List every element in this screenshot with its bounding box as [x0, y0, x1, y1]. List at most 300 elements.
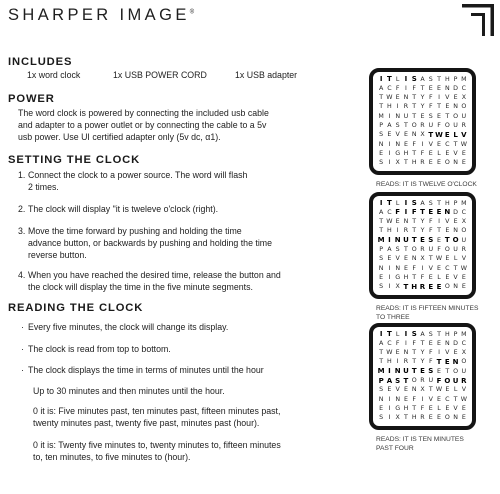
grid-letter: D [453, 208, 459, 216]
clock-caption-1 [376, 180, 496, 189]
grid-letter: A [420, 330, 425, 338]
grid-letter: X [420, 255, 425, 263]
grid-letter: T [444, 236, 450, 245]
step-2-number: 2. [18, 204, 26, 214]
grid-letter: F [420, 404, 425, 412]
grid-letter: E [428, 273, 433, 281]
grid-letter: G [395, 149, 401, 157]
grid-letter: F [428, 103, 433, 111]
grid-letter: N [453, 283, 458, 291]
grid-letter: O [411, 122, 417, 129]
grid-letter: W [460, 395, 467, 403]
grid-letter: T [403, 282, 409, 291]
grid-letter: I [379, 330, 383, 339]
grid-letter: I [396, 227, 399, 235]
grid-letter: T [420, 208, 425, 217]
grid-letter: U [428, 246, 434, 253]
grid-letter: A [387, 122, 392, 129]
step-4-line-1: When you have reached the desired time, release the button and [28, 270, 281, 280]
grid-letter: T [437, 227, 441, 235]
grid-letter: H [387, 227, 392, 235]
grid-letter: O [452, 236, 459, 245]
include-item-3: 1x USB adapter [235, 70, 298, 80]
grid-letter: R [461, 376, 467, 385]
grid-letter: H [411, 414, 417, 422]
clock-caption-2 [376, 304, 496, 322]
grid-letter: A [378, 208, 384, 216]
grid-letter: E [428, 159, 433, 167]
setting-heading: SETTING THE CLOCK [8, 154, 141, 166]
grid-letter: I [388, 395, 391, 403]
grid-letter: T [404, 414, 408, 422]
grid-letter: W [386, 349, 393, 357]
grid-letter: V [445, 349, 450, 357]
grid-letter: T [420, 339, 425, 347]
grid-letter: L [453, 130, 458, 139]
grid-letter: V [395, 386, 400, 394]
grid-letter: T [412, 94, 417, 102]
reading-bullet-2: The clock is read from top to bottom. [28, 344, 171, 354]
grid-letter: E [445, 103, 450, 111]
grid-letter: S [379, 386, 384, 394]
grid-letter: S [411, 330, 417, 339]
grid-letter: I [388, 159, 391, 167]
grid-letter: E [387, 131, 392, 139]
power-line-2: and adapter to a power outlet or by connecting the cable to a 5v [18, 120, 267, 130]
grid-letter: P [453, 199, 458, 207]
grid-letter: T [379, 349, 384, 357]
grid-letter: T [379, 94, 384, 102]
grid-letter: S [428, 199, 433, 207]
step-3-line-1: Move the time forward by pushing and holding the time [28, 226, 242, 236]
grid-letter: E [420, 236, 425, 245]
grid-letter: N [411, 255, 417, 263]
grid-letter: L [395, 75, 400, 83]
grid-letter: T [445, 112, 450, 120]
bullet-dot: · [21, 365, 24, 375]
clock-example-1 [369, 68, 476, 175]
grid-letter: D [453, 339, 459, 347]
grid-letter: V [461, 255, 466, 263]
grid-letter: G [395, 404, 401, 412]
step-2-line-1: The clock will display "it is tweleve o'clock (right). [28, 204, 219, 214]
grid-letter: E [461, 273, 466, 281]
grid-letter: E [453, 349, 458, 357]
grid-letter: T [445, 367, 450, 375]
grid-letter: I [438, 349, 440, 357]
grid-letter: T [412, 218, 417, 226]
registered-mark: ® [189, 9, 195, 16]
grid-letter: A [420, 75, 425, 83]
grid-letter: H [387, 358, 392, 366]
grid-letter: N [444, 208, 451, 217]
grid-letter: A [378, 84, 384, 92]
reading-heading: READING THE CLOCK [8, 302, 144, 314]
grid-letter: C [461, 339, 467, 347]
grid-letter: T [403, 376, 409, 385]
grid-letter: V [445, 94, 450, 102]
grid-letter: F [395, 84, 400, 92]
grid-letter: U [453, 122, 458, 129]
grid-letter: G [395, 273, 401, 281]
grid-letter: C [387, 339, 392, 347]
grid-letter: E [379, 149, 384, 157]
grid-letter: I [421, 264, 424, 272]
grid-letter: T [412, 404, 417, 412]
grid-letter: H [444, 75, 450, 83]
grid-letter: N [411, 386, 417, 394]
grid-letter: N [378, 395, 384, 403]
grid-letter: T [453, 395, 458, 403]
grid-letter: N [453, 414, 458, 422]
grid-letter: F [428, 358, 433, 366]
power-line-3: usb power. Use UI certified adapter only (5v dc, α1). [18, 132, 221, 142]
grid-letter: O [444, 414, 450, 422]
grid-letter: E [437, 236, 442, 244]
grid-letter: E [387, 386, 392, 394]
grid-letter: I [405, 339, 407, 347]
grid-letter: E [437, 414, 442, 422]
grid-letter: R [403, 358, 409, 366]
grid-letter: V [428, 264, 433, 272]
grid-letter: E [428, 208, 434, 217]
grid-letter: O [461, 358, 467, 366]
grid-letter: M [378, 112, 384, 120]
grid-letter: I [388, 264, 391, 272]
grid-letter: O [444, 376, 451, 385]
grid-letter: M [377, 236, 385, 245]
grid-letter: M [461, 75, 467, 83]
grid-letter: E [379, 273, 384, 281]
grid-letter: T [453, 264, 458, 272]
reading-past-line-2: twenty minutes past, twenty five past, minutes past (hour). [33, 418, 260, 428]
grid-letter: T [412, 227, 417, 235]
grid-letter: P [453, 75, 458, 83]
grid-letter: N [453, 159, 458, 167]
grid-letter: I [404, 75, 408, 84]
grid-letter: X [420, 386, 425, 394]
grid-letter: N [452, 358, 459, 367]
grid-letter: E [428, 339, 433, 347]
bullet-dot: · [21, 344, 24, 354]
grid-letter: V [428, 140, 433, 148]
grid-letter: I [388, 273, 391, 281]
grid-letter: F [412, 140, 417, 148]
grid-letter: T [437, 330, 441, 338]
grid-letter: I [388, 236, 391, 245]
grid-letter: I [388, 283, 391, 291]
grid-letter: F [395, 208, 401, 217]
grid-letter: E [403, 386, 408, 394]
grid-letter: R [403, 103, 409, 111]
grid-letter: A [386, 376, 393, 385]
grid-letter: F [437, 122, 441, 129]
grid-letter: T [412, 358, 417, 366]
grid-letter: I [388, 404, 391, 412]
grid-letter: L [453, 255, 458, 263]
grid-letter: M [461, 330, 467, 338]
grid-letter: S [379, 159, 384, 167]
grid-letter: O [411, 246, 417, 253]
grid-letter: T [428, 130, 434, 139]
grid-letter: O [444, 246, 450, 253]
grid-letter: O [444, 283, 450, 291]
grid-letter: S [428, 367, 434, 376]
grid-letter: E [437, 140, 442, 148]
include-item-2: 1x USB POWER CORD [113, 70, 207, 80]
grid-letter: I [421, 395, 424, 403]
reading-to-line-1: 0 it is: Twenty five minutes to, twenty minutes to, fifteen minutes [33, 440, 281, 450]
grid-letter: S [395, 122, 400, 129]
grid-letter: E [428, 84, 433, 92]
grid-letter: E [445, 149, 450, 157]
reading-bullet-1: Every five minutes, the clock will change its display. [28, 322, 229, 332]
grid-letter: T [437, 75, 441, 83]
grid-letter: A [378, 339, 384, 347]
grid-letter: N [378, 264, 384, 272]
grid-letter: U [461, 367, 467, 375]
grid-letter: N [394, 367, 401, 376]
grid-letter: T [412, 273, 417, 281]
grid-letter: R [420, 377, 425, 384]
grid-letter: T [379, 358, 384, 366]
grid-letter: F [412, 395, 417, 403]
grid-letter: H [444, 330, 450, 338]
grid-letter: O [453, 367, 459, 375]
grid-letter: E [461, 149, 466, 157]
grid-letter: T [379, 218, 384, 226]
bullet-dot: · [21, 322, 24, 332]
grid-letter: R [420, 159, 425, 167]
grid-letter: N [444, 84, 450, 92]
grid-letter: E [437, 112, 442, 120]
grid-letter: C [387, 84, 392, 92]
grid-letter: T [412, 149, 417, 157]
grid-letter: C [461, 208, 467, 216]
grid-letter: F [411, 208, 417, 217]
grid-letter: S [428, 112, 433, 120]
grid-letter: L [453, 386, 458, 394]
grid-letter: W [460, 264, 467, 272]
grid-letter: N [444, 339, 450, 347]
grid-letter: R [461, 246, 467, 253]
grid-letter: E [445, 227, 450, 235]
grid-letter: U [461, 236, 467, 244]
grid-letter: E [428, 282, 434, 291]
grid-letter: C [445, 264, 450, 272]
grid-letter: V [428, 395, 433, 403]
grid-letter: C [387, 208, 392, 216]
grid-letter: D [453, 84, 459, 92]
grid-letter: E [387, 255, 392, 263]
grid-letter: X [461, 94, 467, 102]
grid-letter: E [428, 414, 433, 422]
grid-letter: N [403, 218, 409, 226]
grid-letter: M [461, 199, 467, 207]
grid-letter: U [452, 376, 459, 385]
grid-letter: E [461, 159, 466, 167]
grid-letter: Y [420, 227, 425, 235]
grid-letter: S [379, 131, 384, 139]
grid-letter: S [379, 414, 384, 422]
grid-letter: F [436, 376, 442, 385]
letter-grid [377, 75, 468, 168]
caption-line: READS: IT IS TEN MINUTES [376, 436, 464, 443]
grid-letter: F [395, 339, 400, 347]
grid-letter: T [412, 103, 417, 111]
grid-letter: F [412, 339, 417, 347]
grid-letter: E [437, 159, 442, 167]
grid-letter: H [403, 404, 409, 412]
step-1-line-1: Connect the clock to a power source. The word will flash [28, 170, 248, 180]
clock-caption-3 [376, 435, 496, 453]
grid-letter: R [419, 282, 426, 291]
grid-letter: F [412, 84, 417, 92]
grid-letter: H [403, 149, 409, 157]
grid-letter: S [379, 255, 384, 263]
grid-letter: I [396, 103, 399, 111]
reading-past-line-1: 0 it is: Five minutes past, ten minutes past, fifteen minutes past, [33, 406, 281, 416]
grid-letter: E [403, 131, 408, 139]
grid-letter: U [453, 246, 458, 253]
corner-mark-icon [462, 4, 494, 36]
grid-letter: E [453, 94, 458, 102]
grid-letter: E [445, 273, 450, 281]
grid-letter: O [411, 377, 417, 384]
grid-letter: T [453, 140, 458, 148]
grid-letter: M [377, 367, 385, 376]
grid-letter: T [428, 386, 433, 394]
grid-letter: T [428, 255, 433, 263]
grid-letter: E [395, 94, 400, 102]
grid-letter: U [403, 236, 409, 245]
step-1-number: 1. [18, 170, 26, 180]
grid-letter: R [420, 246, 425, 253]
grid-letter: I [438, 218, 440, 226]
grid-letter: T [411, 367, 417, 376]
grid-letter: P [379, 122, 384, 129]
caption-line: TO THREE [376, 314, 410, 321]
grid-letter: S [428, 75, 433, 83]
grid-letter: P [453, 330, 458, 338]
grid-letter: E [403, 140, 408, 148]
grid-letter: L [437, 149, 441, 157]
grid-letter: E [445, 255, 450, 263]
step-1-line-2: 2 times. [28, 182, 59, 192]
reading-bullet-3: The clock displays the time in terms of minutes until the hour [28, 365, 264, 375]
grid-letter: T [379, 227, 384, 235]
grid-letter: N [378, 140, 384, 148]
grid-letter: E [428, 149, 433, 157]
grid-letter: F [437, 246, 441, 253]
grid-letter: I [404, 330, 408, 339]
grid-letter: Y [420, 94, 425, 102]
grid-letter: T [436, 358, 442, 367]
reading-to-line-2: to, ten minutes, to five minutes to (hour). [33, 452, 191, 462]
grid-letter: V [395, 255, 400, 263]
grid-letter: F [428, 349, 433, 357]
grid-letter: I [396, 358, 399, 366]
reading-upto-line: Up to 30 minutes and then minutes until the hour. [33, 386, 225, 396]
grid-letter: X [461, 349, 467, 357]
grid-letter: F [420, 273, 425, 281]
grid-letter: E [437, 367, 442, 375]
grid-letter: C [445, 395, 450, 403]
grid-letter: S [379, 283, 384, 291]
grid-letter: E [436, 208, 442, 217]
grid-letter: H [411, 159, 417, 167]
grid-letter: E [403, 395, 408, 403]
grid-letter: X [395, 159, 400, 167]
grid-letter: E [437, 84, 442, 92]
clock-example-2 [369, 192, 476, 299]
step-4-line-2: the clock will display the time in the five minute segments. [28, 282, 253, 292]
brand-logo [8, 6, 194, 25]
grid-letter: T [387, 330, 392, 339]
include-item-1: 1x word clock [27, 70, 81, 80]
grid-letter: E [395, 349, 400, 357]
grid-letter: E [437, 264, 442, 272]
grid-letter: F [428, 218, 433, 226]
grid-letter: N [403, 94, 409, 102]
grid-letter: N [403, 349, 409, 357]
grid-letter: I [388, 140, 391, 148]
grid-letter: A [420, 199, 425, 207]
grid-letter: R [403, 227, 409, 235]
grid-letter: W [435, 130, 443, 139]
grid-letter: Y [420, 349, 425, 357]
grid-letter: E [436, 282, 442, 291]
grid-letter: S [395, 376, 401, 385]
grid-letter: H [403, 273, 409, 281]
grid-letter: X [420, 131, 425, 139]
grid-letter: V [461, 386, 466, 394]
power-line-1: The word clock is powered by connecting the included usb cable [18, 108, 269, 118]
caption-line: PAST FOUR [376, 445, 414, 452]
grid-letter: W [435, 386, 443, 394]
grid-letter: F [428, 227, 433, 235]
includes-heading: INCLUDES [8, 56, 73, 68]
grid-letter: N [394, 236, 401, 245]
grid-letter: E [403, 255, 408, 263]
letter-grid [377, 330, 468, 423]
grid-letter: V [461, 130, 467, 139]
grid-letter: T [387, 199, 392, 208]
grid-letter: H [444, 199, 450, 207]
grid-letter: E [379, 404, 384, 412]
grid-letter: V [453, 404, 458, 412]
grid-letter: U [428, 377, 434, 384]
grid-letter: V [453, 149, 458, 157]
grid-letter: I [404, 208, 408, 217]
grid-letter: L [395, 199, 400, 207]
grid-letter: I [388, 112, 391, 120]
grid-letter: I [388, 367, 391, 376]
grid-letter: E [403, 264, 408, 272]
grid-letter: I [379, 75, 383, 84]
grid-letter: X [461, 218, 467, 226]
grid-letter: E [444, 358, 450, 367]
grid-letter: X [395, 283, 400, 291]
grid-letter: S [428, 236, 434, 245]
grid-letter: I [405, 84, 407, 92]
grid-letter: S [411, 199, 417, 208]
grid-letter: E [461, 283, 466, 291]
grid-letter: E [461, 414, 466, 422]
grid-letter: N [395, 140, 401, 148]
grid-letter: T [387, 75, 392, 84]
letter-grid [377, 199, 468, 292]
